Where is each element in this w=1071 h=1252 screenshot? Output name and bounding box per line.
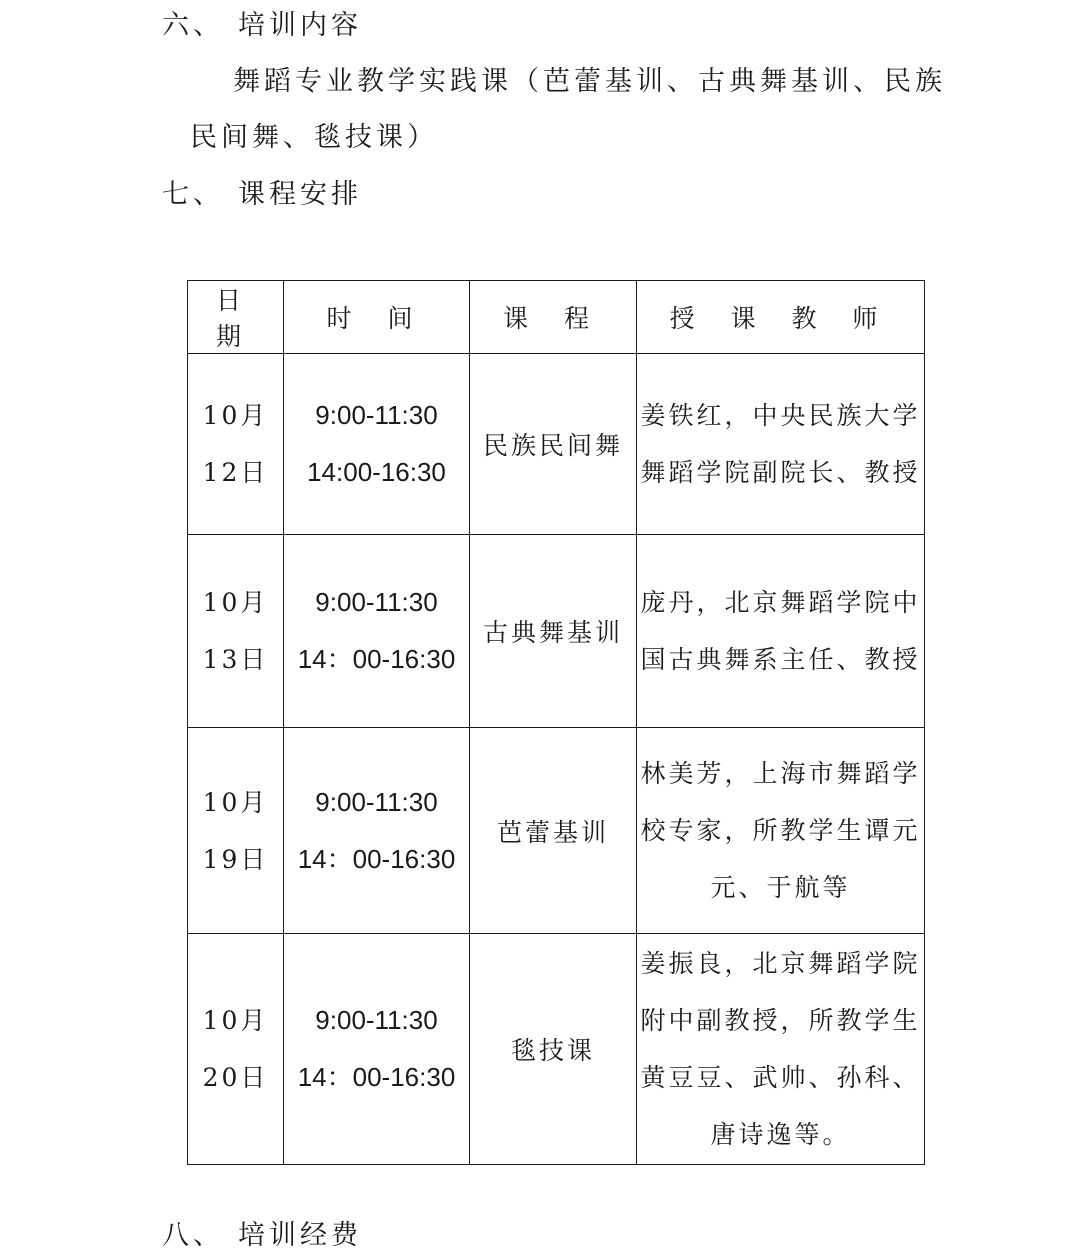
time-cell	[284, 728, 470, 934]
teacher-line: 校专家，所教学生谭元	[640, 816, 921, 845]
table-header-row	[188, 281, 925, 354]
date-day: 12日	[202, 458, 269, 487]
date-month: 10月	[202, 787, 269, 817]
time-cell	[284, 934, 470, 1165]
time-afternoon: 14：00-16:30	[297, 843, 456, 874]
teacher-cell	[637, 354, 925, 535]
teacher-line: 姜振良，北京舞蹈学院	[640, 949, 921, 978]
course-cell: 毯技课	[470, 934, 637, 1165]
date-month: 10月	[202, 401, 269, 430]
section-6-heading	[162, 12, 362, 39]
teacher-line: 附中副教授，所教学生	[640, 1006, 921, 1035]
header-date: 日 期	[188, 281, 284, 354]
teacher-cell	[637, 535, 925, 728]
section-7-heading	[162, 181, 362, 208]
teacher-line: 国古典舞系主任、教授	[640, 645, 921, 674]
date-cell	[188, 934, 284, 1165]
teacher-line: 元、于航等	[710, 873, 851, 902]
time-morning: 9:00-11:30	[315, 587, 438, 617]
teacher-cell	[637, 934, 925, 1165]
time-morning: 9:00-11:30	[315, 400, 438, 430]
date-day: 13日	[202, 645, 269, 674]
time-cell	[284, 354, 470, 535]
date-month: 10月	[202, 588, 269, 617]
course-cell: 芭蕾基训	[470, 728, 637, 934]
teacher-line: 黄豆豆、武帅、孙科、	[640, 1063, 921, 1092]
section-8-title: 培训经费	[238, 1220, 362, 1251]
header-time: 时 间	[284, 281, 470, 354]
section-8-heading	[162, 1222, 362, 1249]
table-row	[188, 535, 925, 728]
time-cell	[284, 535, 470, 728]
section-6-body-line-1: 舞蹈专业教学实践课（芭蕾基训、古典舞基训、民族	[233, 66, 946, 97]
section-6-body-line-2: 民间舞、毯技课）	[190, 122, 438, 153]
section-6-number: 六、	[162, 10, 224, 41]
date-day: 19日	[202, 844, 269, 874]
date-cell	[188, 535, 284, 728]
date-cell	[188, 354, 284, 535]
teacher-cell	[637, 728, 925, 934]
section-7-number: 七、	[162, 179, 224, 210]
header-course: 课 程	[470, 281, 637, 354]
time-morning: 9:00-11:30	[315, 786, 438, 817]
date-day: 20日	[202, 1063, 269, 1092]
course-cell: 古典舞基训	[470, 535, 637, 728]
section-7-title: 课程安排	[238, 179, 362, 210]
table-row	[188, 354, 925, 535]
time-afternoon: 14：00-16:30	[297, 1062, 456, 1092]
date-month: 10月	[202, 1006, 269, 1035]
time-morning: 9:00-11:30	[315, 1005, 438, 1035]
section-8-number: 八、	[162, 1220, 224, 1251]
section-6-title: 培训内容	[238, 10, 362, 41]
teacher-line: 庞丹，北京舞蹈学院中	[640, 588, 921, 617]
teacher-line: 姜铁红，中央民族大学	[640, 401, 921, 430]
teacher-line: 林美芳，上海市舞蹈学	[640, 759, 921, 788]
time-afternoon: 14:00-16:30	[307, 457, 446, 487]
schedule-table	[187, 280, 925, 1165]
teacher-line: 舞蹈学院副院长、教授	[640, 458, 921, 487]
header-teacher: 授 课 教 师	[637, 281, 925, 354]
teacher-line: 唐诗逸等。	[710, 1120, 851, 1149]
table-row	[188, 934, 925, 1165]
date-cell	[188, 728, 284, 934]
time-afternoon: 14：00-16:30	[297, 644, 456, 674]
table-row	[188, 728, 925, 934]
course-cell: 民族民间舞	[470, 354, 637, 535]
